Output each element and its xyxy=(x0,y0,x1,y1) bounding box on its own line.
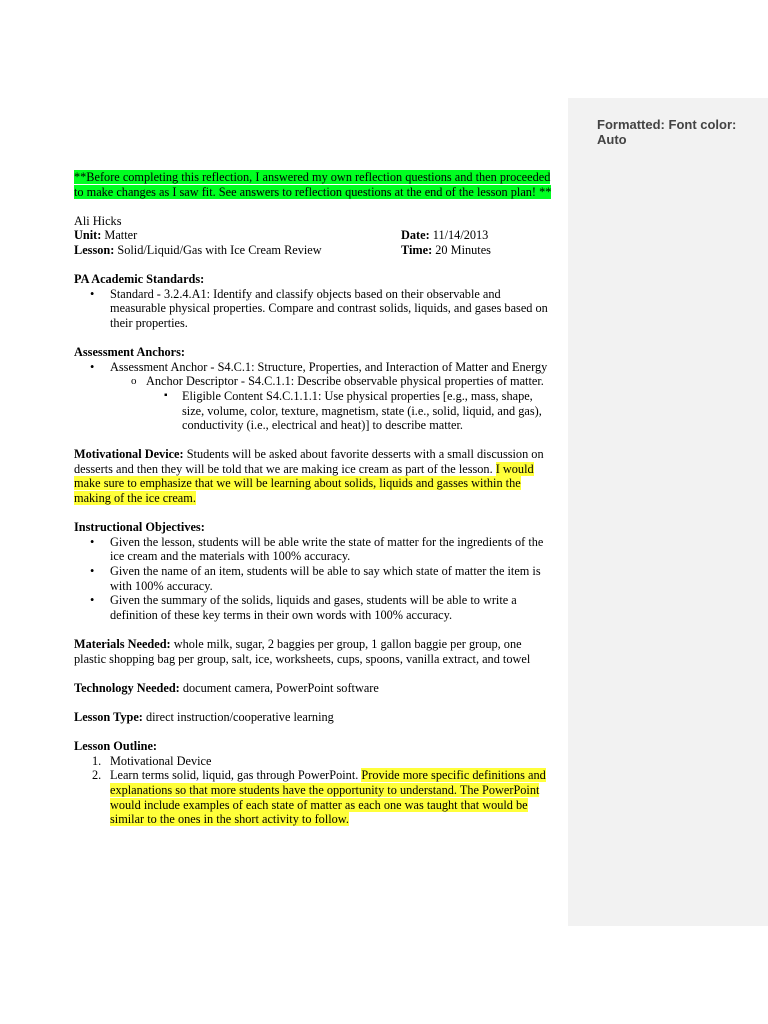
list-item: • Given the lesson, students will be able write the state of matter for the ingredients of the ice cream and the materials with 100% accuracy. xyxy=(74,535,552,564)
time-value: 20 Minutes xyxy=(432,242,491,257)
outline-list xyxy=(74,754,552,827)
lesson-type-text: direct instruction/cooperative learning xyxy=(142,709,334,724)
motivational-label: Motivational Device: xyxy=(74,447,184,462)
time-label: Time: xyxy=(401,242,433,257)
materials-label: Materials Needed: xyxy=(74,637,171,651)
anchors-heading: Assessment Anchors: xyxy=(74,345,186,360)
lesson-label: Lesson: xyxy=(74,242,115,257)
anchors-list xyxy=(74,360,552,433)
motivational-device xyxy=(74,447,552,505)
technology-label: Technology Needed: xyxy=(74,680,180,695)
date-label: Date: xyxy=(401,228,430,243)
list-item: ▪ Eligible Content S4.C.1.1.1: Use physical properties [e.g., mass, shape, size, volume, color, texture, magnetism, state (i.e., solid, liquid, and gas), conductivity (i.e., electrical and heat)] to describe matter. xyxy=(74,389,552,433)
technology-needed xyxy=(74,681,552,696)
materials-needed xyxy=(74,637,552,666)
motivational-highlight: I would make sure to emphasize that we will be learning about solids, liquids and gasses within the making of the ice cream. xyxy=(74,461,534,506)
technology-text: document camera, PowerPoint software xyxy=(179,680,379,695)
comment-pane xyxy=(568,98,768,926)
standards-list xyxy=(74,287,552,331)
list-item: • Given the name of an item, students will be able to say which state of matter the item is with 100% accuracy. xyxy=(74,564,552,593)
document-body xyxy=(74,170,552,827)
unit-label: Unit: xyxy=(74,228,102,243)
list-item: • Standard - 3.2.4.A1: Identify and classify objects based on their observable and measurable physical properties. Compare and contrast solids, liquids, and gases based on their properties. xyxy=(74,287,552,331)
time-field xyxy=(401,243,491,258)
list-item: • Given the summary of the solids, liquids and gases, students will be able to write a definition of these key terms in their own words with 100% accuracy. xyxy=(74,593,552,622)
objectives-list xyxy=(74,535,552,623)
unit-row xyxy=(74,228,552,243)
lesson-value: Solid/Liquid/Gas with Ice Cream Review xyxy=(114,242,322,257)
reflection-note: **Before completing this reflection, I answered my own reflection questions and then proceeded to make changes as I saw fit. See answers to reflection questions at the end of the lesson plan! ** xyxy=(74,170,552,199)
date-field xyxy=(401,228,488,243)
lesson-type-label: Lesson Type: xyxy=(74,709,143,724)
list-item: 2. Learn terms solid, liquid, gas through PowerPoint. Provide more specific definitions and explanations so that more students have the opportunity to understand. The PowerPoint would include examples of each state of matter as each one was taught that would be similar to the ones in the short activity to follow. xyxy=(92,768,546,827)
outline-heading: Lesson Outline: xyxy=(74,739,158,754)
date-value: 11/14/2013 xyxy=(429,228,489,243)
lesson-row xyxy=(74,243,552,258)
lesson-type xyxy=(74,710,552,725)
materials-text: whole milk, sugar, 2 baggies per group, 1 gallon baggie per group, one plastic shopping bag per group, salt, ice, worksheets, cups, spoons, vanilla extract, and towel xyxy=(74,637,531,666)
comment-pane-title: Formatted: Font color: Auto xyxy=(597,117,737,147)
list-item: o Anchor Descriptor - S4.C.1.1: Describe observable physical properties of matter. xyxy=(74,374,552,389)
list-item: 1. Motivational Device xyxy=(92,753,212,768)
author-name: Ali Hicks xyxy=(74,213,122,228)
list-item: • Assessment Anchor - S4.C.1: Structure, Properties, and Interaction of Matter and Energy xyxy=(74,360,552,375)
motivational-text: Students will be asked about favorite desserts with a small discussion on desserts and then they will be told that we are making ice cream as part of the lesson. xyxy=(74,447,544,476)
objectives-heading: Instructional Objectives: xyxy=(74,520,205,535)
unit-value: Matter xyxy=(101,228,138,243)
standards-heading: PA Academic Standards: xyxy=(74,272,205,287)
